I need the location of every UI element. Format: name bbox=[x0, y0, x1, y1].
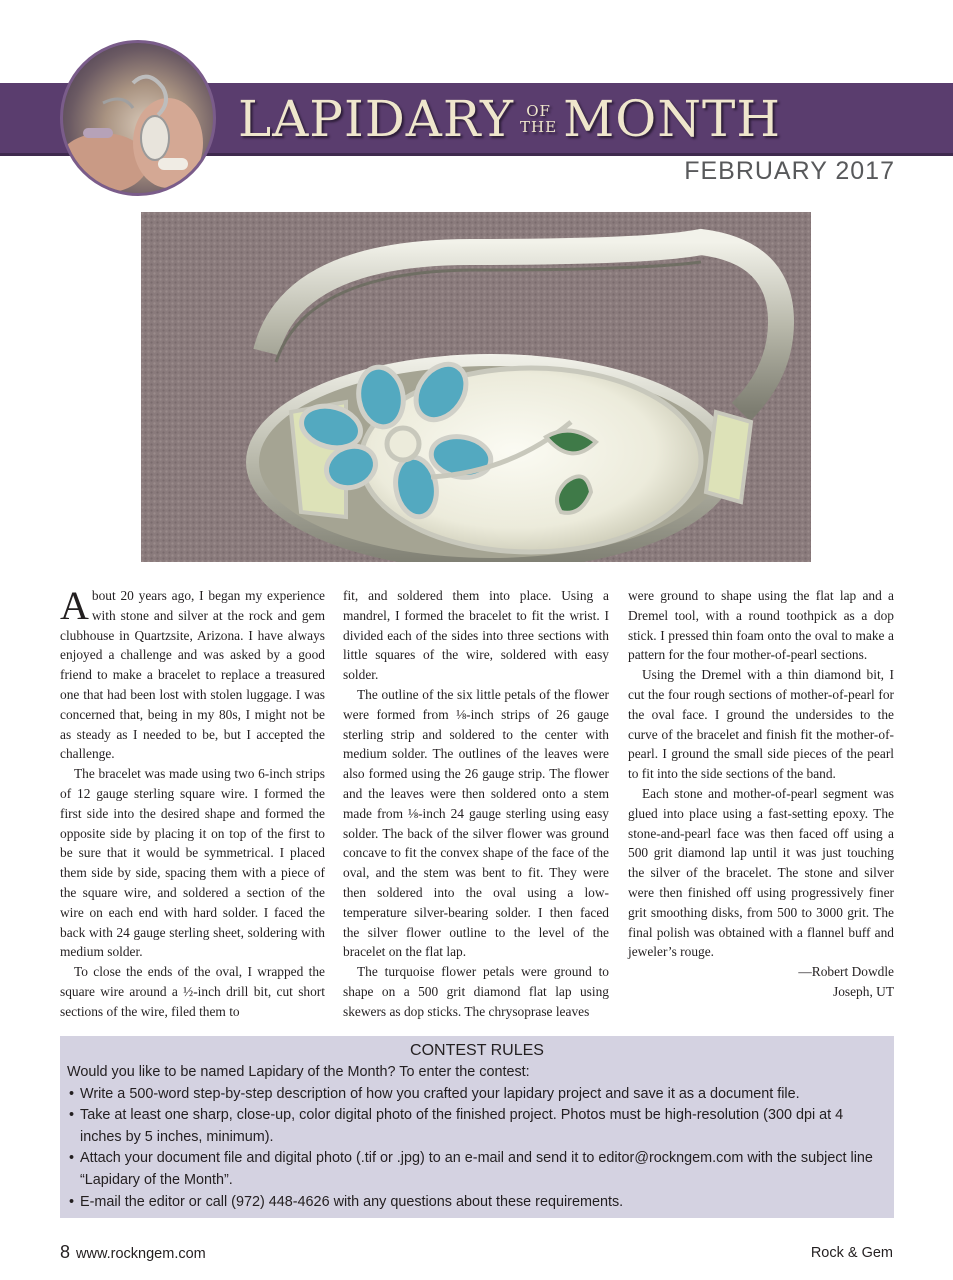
contest-rules-list bbox=[60, 1084, 894, 1214]
article-paragraph: Using the Dremel with a thin diamond bit, I cut the four rough sections of mother-of-pearl for the oval face. I ground the undersides to the curve of the bracelet and finish fit the mother-of-pearl. I ground the small side pieces of the pearl to fit into the side sections of the band. bbox=[628, 667, 894, 782]
title-the: THE bbox=[520, 118, 558, 136]
article-paragraph: The turquoise flower petals were ground to shape on a 500 grit diamond flat lap using skewers as dop sticks. The chrysoprase leaves bbox=[343, 964, 609, 1019]
title-lapidary: LAPIDARY bbox=[238, 90, 515, 148]
title-of: OF bbox=[526, 102, 551, 120]
logo-photo bbox=[60, 40, 216, 196]
contest-rule-item: • Write a 500-word step-by-step description of how you crafted your lapidary project and save it as a document file. bbox=[67, 1084, 886, 1106]
issue-date: FEBRUARY 2017 bbox=[684, 157, 895, 185]
contest-rule-item: • Attach your document file and digital photo (.tif or .jpg) to an e-mail and send it to editor@rockngem.com with the subject line “Lapidary of the Month”. bbox=[67, 1148, 886, 1191]
contest-rule-item: • Take at least one sharp, close-up, color digital photo of the finished project. Photos must be high-resolution (300 dpi at 4 inches by 5 inches, minimum). bbox=[67, 1105, 886, 1148]
article-paragraph: Each stone and mother-of-pearl segment was glued into place using a fast-setting epoxy. The stone-and-pearl face was then faced off using a 500 grit diamond lap until it was just touching the silver of the bracelet. The stone and silver were then finished off using progressively finer grit smoothing disks, from 500 to 3000 grit. The final polish was obtained with a flannel buff and jeweler’s rouge. bbox=[628, 785, 894, 960]
bracelet-image bbox=[141, 212, 811, 562]
page-title bbox=[238, 86, 781, 152]
hands-holding-pendant-image bbox=[63, 43, 213, 193]
article-column-1 bbox=[60, 583, 325, 1022]
article-column-3 bbox=[628, 586, 894, 1002]
drop-cap: A bbox=[60, 583, 89, 628]
footer-magazine-name: Rock & Gem bbox=[810, 1245, 893, 1261]
contest-rules-intro: Would you like to be named Lapidary of the Month? To enter the contest: bbox=[67, 1064, 530, 1080]
author-location: Joseph, UT bbox=[833, 983, 894, 999]
article-paragraph: The bracelet was made using two 6-inch strips of 12 gauge sterling square wire. I formed the first side into the desired shape and formed the opposite side by placing it on top of the first to be sure that it would be symmetrical. I placed them side by side, spacing them with a piece of the square wire, and soldered a section of the wire on each end with hard solder. I faced the back with 24 gauge sterling sheet, soldering with medium solder. bbox=[60, 766, 325, 960]
footer-website[interactable]: www.rockngem.com bbox=[76, 1246, 206, 1262]
article-column-2 bbox=[343, 586, 609, 1022]
article-paragraph bbox=[60, 583, 325, 764]
article-paragraph-text: bout 20 years ago, I began my experience with stone and silver at the rock and gem clubhouse in Quartzsite, Arizona. I have always enjoyed a challenge and was asked by a good friend to make a bracelet to replace a treasured one that had been lost with stolen luggage. I was concerned that, being in my 80s, I might not be as steady as I needed to be, but I accepted the challenge. bbox=[60, 588, 325, 762]
page-number: 8 bbox=[60, 1242, 71, 1262]
contest-rules-box bbox=[60, 1036, 894, 1218]
author-name: —Robert Dowdle bbox=[798, 964, 894, 980]
article-paragraph: were ground to shape using the flat lap and a Dremel tool, with a round toothpick as a dop stick. I pressed thin foam onto the oval to make a pattern for the four mother-of-pearl sections. bbox=[628, 588, 894, 663]
article-paragraph: fit, and soldered them into place. Using a mandrel, I formed the bracelet to fit the wrist. I divided each of the sides into three sections with little squares of the wire, soldered with easy solder. bbox=[343, 588, 609, 683]
article-paragraph: To close the ends of the oval, I wrapped the square wire around a ½-inch drill bit, cut short sections of the wire, filed them to bbox=[60, 964, 325, 1019]
bracelet-photo bbox=[141, 212, 811, 562]
contest-rules-heading: CONTEST RULES bbox=[410, 1042, 544, 1059]
footer-left bbox=[60, 1242, 206, 1263]
title-month: MONTH bbox=[563, 90, 781, 148]
title-of-the bbox=[520, 103, 557, 135]
contest-rule-item: • E-mail the editor or call (972) 448-4626 with any questions about these requirements. bbox=[67, 1192, 886, 1214]
article-paragraph: The outline of the six little petals of the flower were formed from ⅛-inch strips of 26 gauge sterling strip and soldered to the center with medium solder. The outlines of the leaves were also formed using the 26 gauge strip. The flower and the leaves were then soldered onto a stem made from ⅛-inch 24 gauge sterling using easy solder. The back of the silver flower was ground concave to fit the convex shape of the face of the oval, and the stem was bent to fit. They were then soldered into the oval using a low-temperature silver-bearing solder. I then faced the silver flower outline to the level of the bracelet on the flat lap. bbox=[343, 686, 609, 960]
